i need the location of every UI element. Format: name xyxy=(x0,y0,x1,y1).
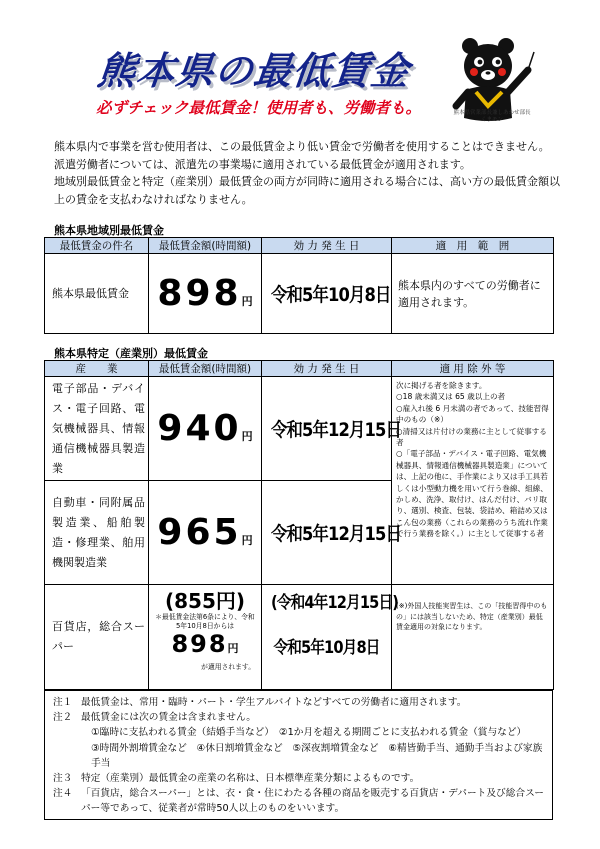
note-label: 注２ xyxy=(53,712,73,724)
previous-wage: (855円) xyxy=(164,589,246,613)
effective-date-cell xyxy=(262,377,401,481)
wage-amount: 898 xyxy=(171,630,228,658)
note xyxy=(53,786,544,816)
previous-effective-date: (令和4年12月15日) xyxy=(271,593,399,613)
exclusions-intro: 次に掲げる者を除きます。 xyxy=(396,381,487,390)
effective-date-cell xyxy=(262,481,401,585)
exclusion-footnote: (※)外国人技能実習生は、この「技能習得中のもの」には該当しないため、特定（産業別）最低賃金適用の対象になります。 xyxy=(392,585,554,690)
wage-amount-cell xyxy=(149,377,262,481)
exclusion-item: ○18 歳未満又は 65 歳以上の者 xyxy=(396,392,506,402)
table-row xyxy=(45,254,554,334)
note-text: 特定（産業別）最低賃金の産業の名称は、日本標準産業分類によるものです。 xyxy=(81,773,420,785)
note-text: 最低賃金は、常用・臨時・パート・学生アルバイトなどすべての労働者に適用されます。 xyxy=(81,697,467,708)
wage-amount-cell xyxy=(149,254,262,334)
exclusion-item: ○清掃又は片付けの業務に主として従事する者 xyxy=(396,426,547,448)
effective-date: 令和5年10月8日 xyxy=(273,638,380,658)
col-header-wage: 最低賃金額(時間額) xyxy=(149,238,262,254)
mascot-caption: 熊本県営業部長兼しあわせ部長 くまモン xyxy=(453,110,531,123)
wage-amount-cell xyxy=(149,585,262,690)
note-subitem: ③時間外割増賃金など ④休日割増賃金など ⑤深夜割増賃金など ⑥精皆勤手当、通勤手当および家族手当 xyxy=(91,742,543,769)
col-header-wage: 最低賃金額(時間額) xyxy=(149,361,262,377)
industry-name: 電子部品・デバイス・電子回路、電気機械器具、情報通信機械器具製造業 xyxy=(45,377,149,481)
industry-name: 自動車・同附属品製造業、船舶製造・修理業、舶用機関製造業 xyxy=(45,481,149,585)
note-subitem: ①臨時に支払われる賃金（結婚手当など） ②1か月を超える期間ごとに支払われる賃金（賞与など） xyxy=(91,727,527,739)
wage-transition-note: ＊最低賃金法第6条により、令和5年10月8日からは xyxy=(155,613,255,630)
notes-box xyxy=(44,690,553,820)
scope: 熊本県内のすべての労働者に適用されます。 xyxy=(392,254,554,334)
wage-applied-note: が適用されます。 xyxy=(201,663,255,671)
col-header-industry: 産 業 xyxy=(45,361,149,377)
specific-wage-table xyxy=(44,360,554,690)
specific-section-heading: 熊本県特定（産業別）最低賃金 xyxy=(54,347,208,360)
effective-date: 令和5年10月8日 xyxy=(271,284,391,306)
wage-amount: 898 xyxy=(157,273,242,314)
wage-amount: 940 xyxy=(157,408,242,449)
note xyxy=(53,771,544,786)
effective-date-cell xyxy=(262,254,392,334)
table-row xyxy=(45,585,554,690)
note-label: 注１ xyxy=(53,697,73,708)
intro-text xyxy=(54,138,564,208)
effective-date: 令和5年12月15日 xyxy=(271,419,401,441)
col-header-date: 効 力 発 生 日 xyxy=(262,361,392,377)
wage-name: 熊本県最低賃金 xyxy=(45,254,149,334)
exclusion-item: ○雇入れ後 6 月未満の者であって、技能習得中のもの（※） xyxy=(396,403,549,425)
col-header-date: 効 力 発 生 日 xyxy=(262,238,392,254)
intro-paragraph: 派遣労働者については、派遣先の事業場に適用されている最低賃金が適用されます。 xyxy=(54,157,471,171)
regional-section-heading: 熊本県地域別最低賃金 xyxy=(54,224,164,237)
col-header-scope: 適 用 範 囲 xyxy=(392,238,554,254)
col-header-name: 最低賃金の件名 xyxy=(45,238,149,254)
exclusions-cell xyxy=(392,377,554,585)
yen-unit: 円 xyxy=(241,295,253,308)
effective-date-cell xyxy=(262,585,399,690)
yen-unit: 円 xyxy=(227,642,239,655)
note-text: 最低賃金には次の賃金は含まれません。 xyxy=(81,712,256,724)
industry-name: 百貨店，総合スーパー xyxy=(45,585,149,690)
intro-paragraph: 地域別最低賃金と特定（産業別）最低賃金の両方が同時に適用される場合には、高い方の最低賃金額以上の賃金を支払わなければなりません。 xyxy=(54,175,560,206)
wage-amount-cell xyxy=(149,481,262,585)
wage-amount: 965 xyxy=(157,512,242,553)
page-title: 熊本県の最低賃金 xyxy=(95,49,412,93)
note-label: 注３ xyxy=(53,773,73,785)
note-text: 「百貨店，総合スーパー」とは、衣・食・住にわたる各種の商品を販売する百貨店・デパート及び総合スーパー等であって、従業者が常時50人以上のものをいいます。 xyxy=(81,788,544,815)
kumamon-mascot-icon xyxy=(448,32,536,122)
exclusion-item: ○「電子部品・デバイス・電子回路、電気機械器具、情報通信機械器具製造業」については、上記の他に、手作業により又は手工具若しくは小型動力機を用いて行う巻線、組線、かしめ、洗浄、取付け、はんだ付け、バリ取り、選別、検査、包装、袋詰め、箱詰め又はこん包の業務（これらの業務のうち流れ作業で行う業務を除く。）に主として従事する者 xyxy=(396,449,548,539)
col-header-exclusions: 適 用 除 外 等 xyxy=(392,361,554,377)
table-row xyxy=(45,377,554,481)
intro-paragraph: 熊本県内で事業を営む使用者は、この最低賃金より低い賃金で労働者を使用することはできません。 xyxy=(54,140,550,153)
regional-wage-table xyxy=(44,237,554,334)
effective-date: 令和5年12月15日 xyxy=(271,523,401,545)
note xyxy=(53,695,544,710)
page-subtitle: 必ずチェック最低賃金！使用者も、労働者も。 xyxy=(96,99,422,117)
yen-unit: 円 xyxy=(241,534,253,547)
note-label: 注４ xyxy=(53,788,73,800)
note xyxy=(53,710,544,725)
yen-unit: 円 xyxy=(241,430,253,443)
